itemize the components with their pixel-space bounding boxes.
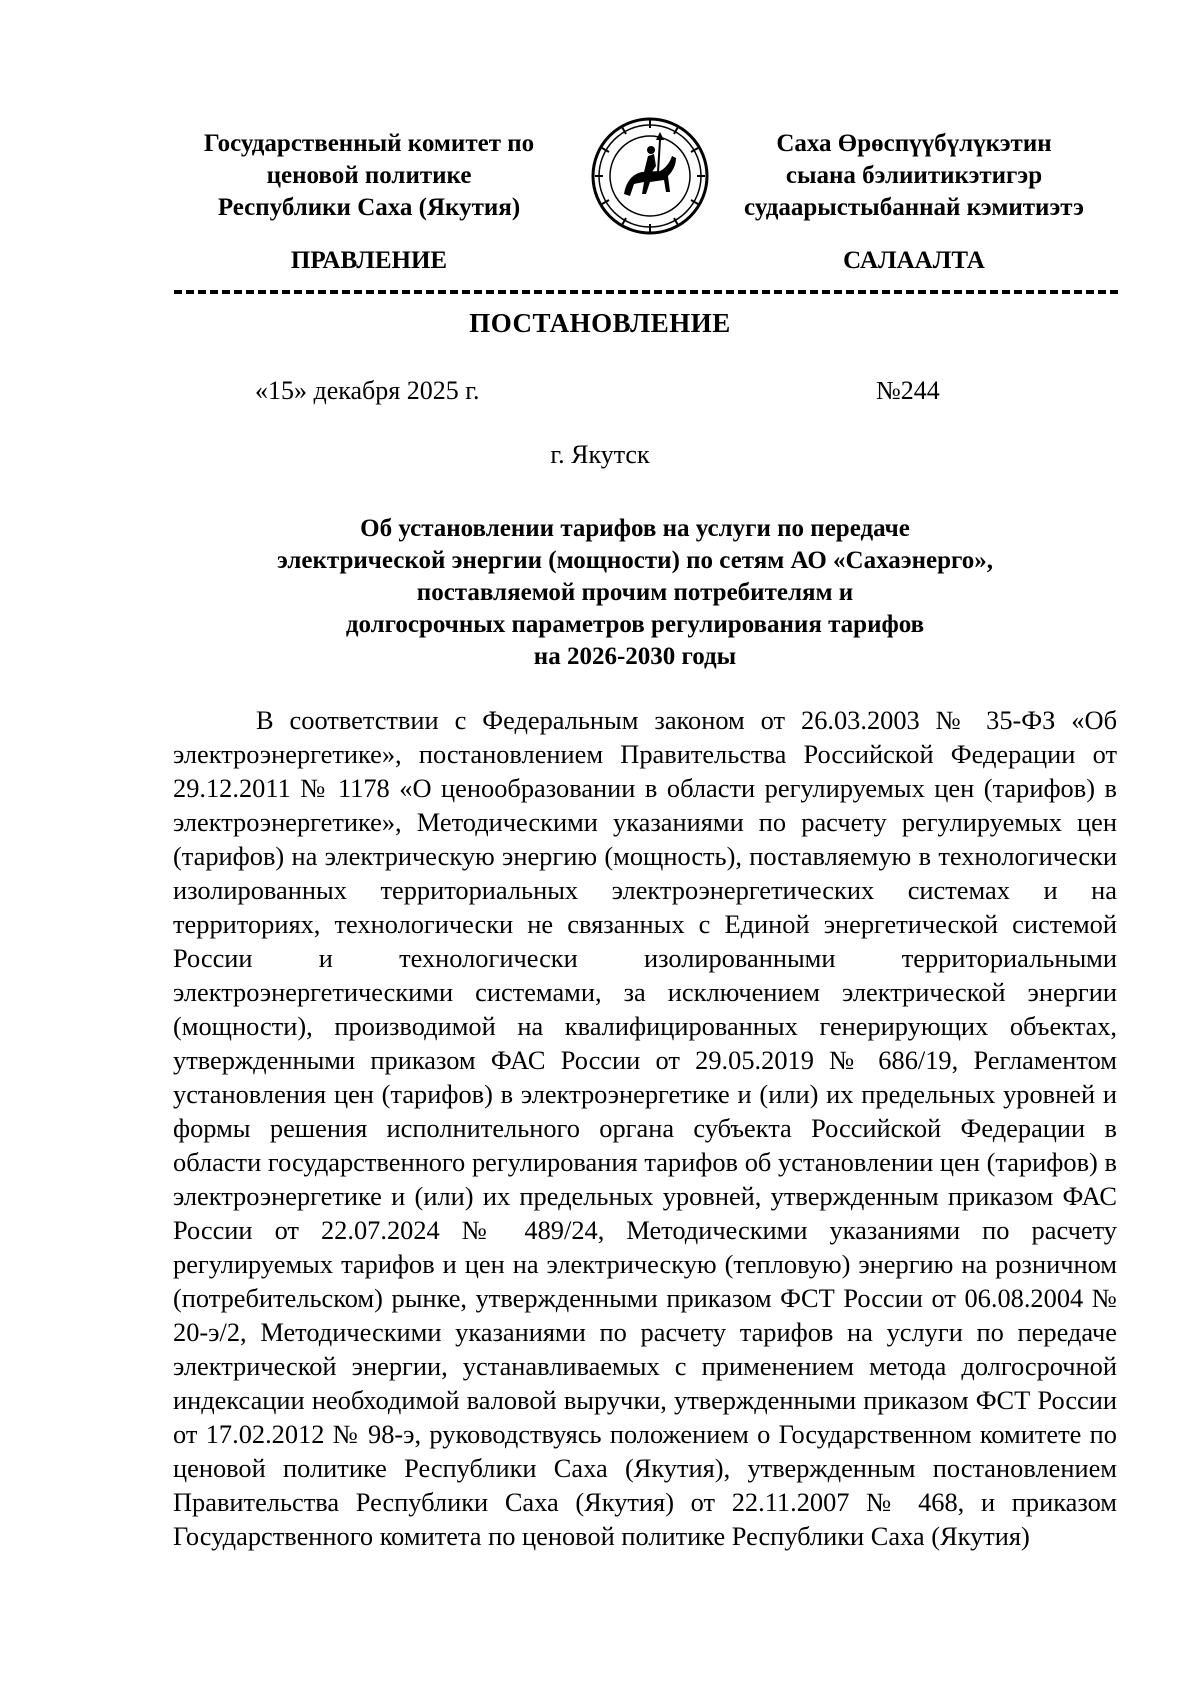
header-right-org bbox=[718, 128, 1110, 224]
header-left-line: Государственный комитет по bbox=[203, 130, 535, 157]
header-left-line: ценовой политике bbox=[266, 162, 472, 189]
document-type: ПОСТАНОВЛЕНИЕ bbox=[469, 308, 731, 338]
header-left-line: Республики Саха (Якутия) bbox=[217, 194, 521, 221]
coat-of-arms-icon bbox=[590, 116, 710, 236]
title-line: электрической энергии (мощности) по сетям АО «Сахаэнерго», bbox=[277, 547, 993, 574]
header-divider bbox=[174, 290, 1118, 294]
document-body: В соответствии с Федеральным законом от 26.03.2003 № 35-ФЗ «Об электроэнергетике», постановлением Правительства Российской Федерации от 29.12.2011 № 1178 «О ценообразовании в области регулируемых цен (тарифов) в электроэнергетике», Методическими указаниями по расчету регулируемых цен (тарифов) на электрическую энергию (мощность), поставляемую в технологически изолированных территориальных электроэнергетических системах и на территориях, технологически не связанных с Единой энергетической системой России и технологически изолированными территориальными электроэнергетическими системами, за исключением электрической энергии (мощности), производимой на квалифицированных генерирующих объектах, утвержденными приказом ФАС России от 29.05.2019 № 686/19, Регламентом установления цен (тарифов) в электроэнергетике и (или) их предельных уровней и формы решения исполнительного органа субъекта Российской Федерации в области государственного регулирования тарифов об установлении цен (тарифов) в электроэнергетике и (или) их предельных уровней, утвержденным приказом ФАС России от 22.07.2024 № 489/24, Методическими указаниями по расчету регулируемых тарифов и цен на электрическую (тепловую) энергию на розничном (потребительском) рынке, утвержденными приказом ФСТ России от 06.08.2004 № 20-э/2, Методическими указаниями по расчету тарифов на услуги по передаче электрической энергии, устанавливаемых с применением метода долгосрочной индексации необходимой валовой выручки, утвержденными приказом ФСТ России от 17.02.2012 № 98-э, руководствуясь положением о Государственном комитете по ценовой политике Республики Саха (Якутия), утвержденным постановлением Правительства Республики Саха (Якутия) от 22.11.2007 № 468, и приказом Государственного комитета по ценовой политике Республики Саха (Якутия) bbox=[173, 705, 1117, 1551]
document-date: «15» декабря 2025 г. bbox=[255, 376, 480, 405]
header-right-line: сыана бэлиитикэтигэр bbox=[785, 162, 1043, 189]
title-line: на 2026-2030 годы bbox=[533, 643, 737, 670]
title-line: поставляемой прочим потребителям и bbox=[416, 579, 854, 606]
document-number: №244 bbox=[876, 376, 940, 405]
document-city: г. Якутск bbox=[550, 440, 650, 469]
document-title bbox=[160, 513, 1110, 673]
board-label-right: САЛААЛТА bbox=[843, 247, 985, 274]
header-right-line: Саха Өрөспүүбүлүкэтин bbox=[776, 130, 1052, 157]
header-left-org bbox=[160, 128, 578, 224]
board-label-left: ПРАВЛЕНИЕ bbox=[290, 247, 448, 274]
title-line: Об установлении тарифов на услуги по передаче bbox=[360, 515, 910, 542]
title-line: долгосрочных параметров регулирования тарифов bbox=[345, 611, 925, 638]
header-right-line: судаарыстыбаннай кэмитиэтэ bbox=[744, 194, 1084, 221]
